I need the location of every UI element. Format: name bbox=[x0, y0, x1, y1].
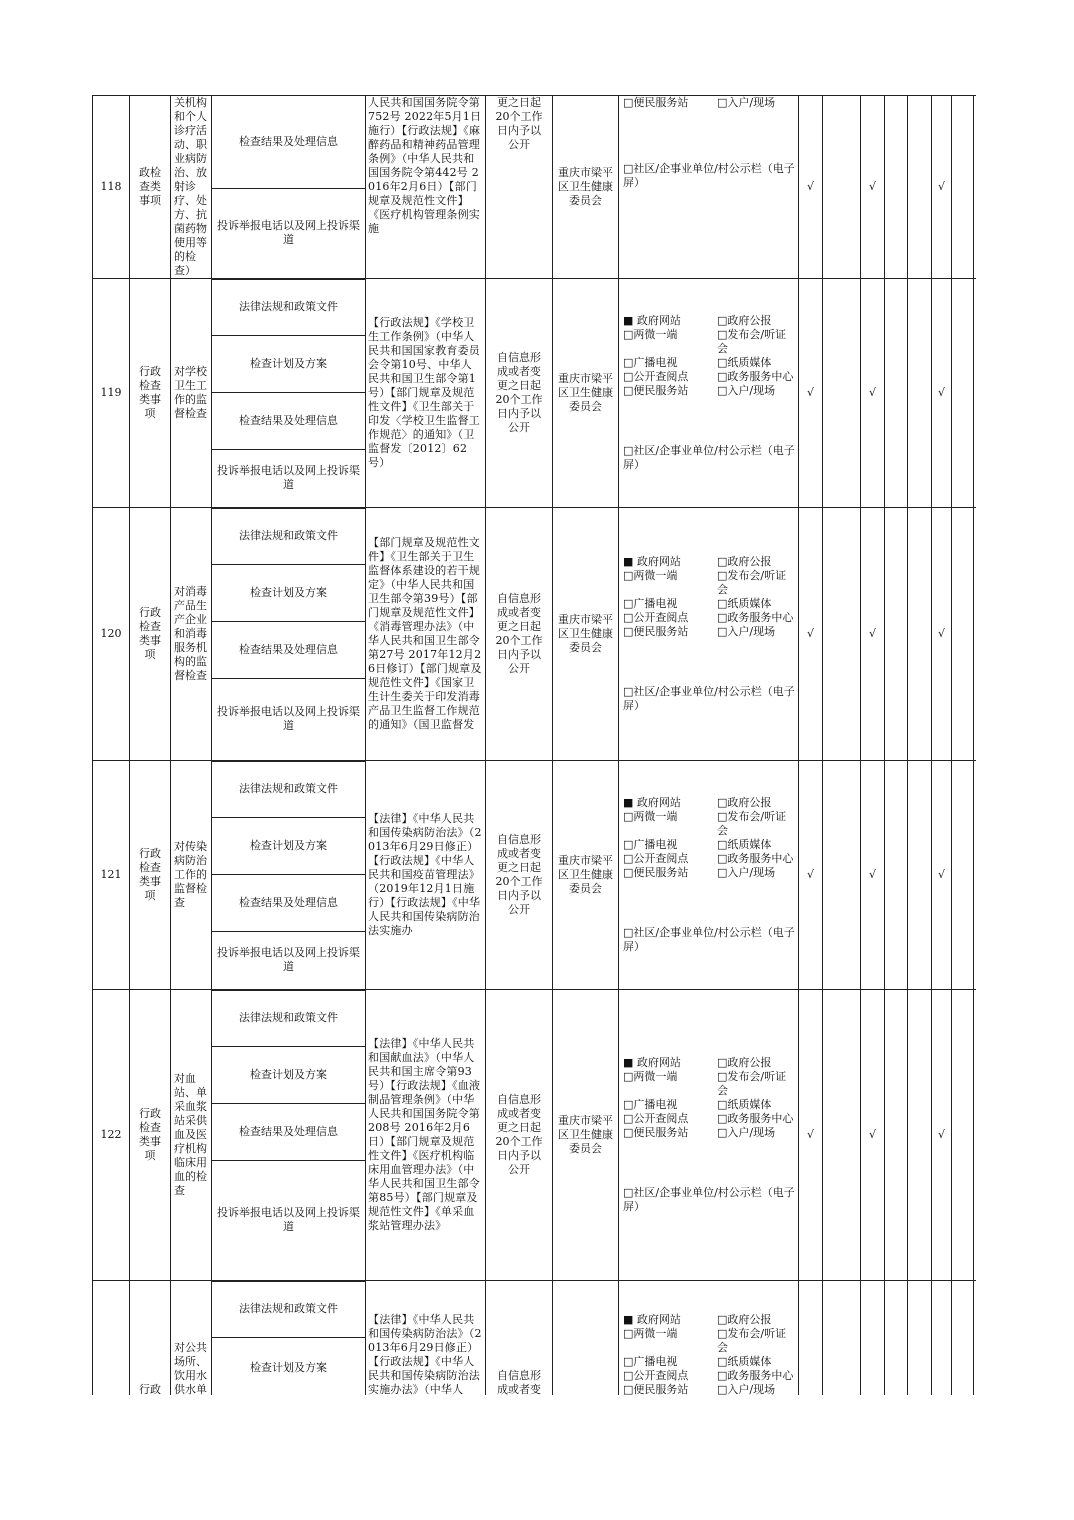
channel-option: □入户/现场 bbox=[717, 1126, 776, 1139]
object-cell: 对传染病防治工作的监督检查 bbox=[171, 761, 212, 990]
check-mark: √ bbox=[799, 96, 823, 279]
channel-option: □发布会/听证会 bbox=[717, 569, 787, 596]
channel-option: □纸质媒体 bbox=[717, 597, 772, 610]
check-mark: √ bbox=[861, 279, 885, 508]
basis-cell: 人民共和国国务院令第752号 2022年5月1日施行）【行政法规】《麻醉药品和精神药品管理条例》（中华人民共和国国务院令第442号 2016年2月6日）【部门规章及规范性文件】《医疗机构管理条例实施 bbox=[366, 96, 486, 279]
channel-option: □发布会/听证会 bbox=[717, 1327, 787, 1354]
object-cell: 对血站、单采血浆站采供血及医疗机构临床用血的检查 bbox=[171, 990, 212, 1281]
subject-cell: 重庆市梁平区卫生健康委员会 bbox=[553, 279, 619, 508]
time-limit-cell: 自信息形成或者变更之日起20个工作日内予以公开 bbox=[486, 508, 553, 761]
category-cell: 行政检查类事项 bbox=[130, 508, 171, 761]
channels-cell bbox=[619, 761, 799, 990]
channel-option: □政务服务中心 bbox=[717, 1112, 794, 1125]
row-number: 119 bbox=[93, 279, 130, 508]
time-limit-cell: 更之日起20个工作日内予以公开 bbox=[486, 96, 553, 279]
sub-item-cell: 法律法规和政策文件 bbox=[212, 508, 366, 565]
sub-item-cell: 检查结果及处理信息 bbox=[212, 393, 366, 450]
check-mark: √ bbox=[861, 990, 885, 1281]
sub-item-cell: 检查计划及方案 bbox=[212, 336, 366, 393]
channel-bulletin: □社区/企事业单位/村公示栏（电子屏） bbox=[623, 1186, 795, 1213]
channel-option: □纸质媒体 bbox=[717, 838, 772, 851]
category-cell: 行政 bbox=[130, 1281, 171, 1396]
channels-cell bbox=[619, 279, 799, 508]
channel-option: □广播电视 bbox=[623, 838, 678, 851]
channel-option: □广播电视 bbox=[623, 1098, 678, 1111]
channel-option: ■ 政府网站 bbox=[623, 555, 681, 568]
empty-cell bbox=[823, 279, 861, 508]
sub-item-cell: 检查计划及方案 bbox=[212, 818, 366, 875]
sub-item-cell: 法律法规和政策文件 bbox=[212, 990, 366, 1047]
channel-option: ■ 政府网站 bbox=[623, 796, 681, 809]
channel-option: □广播电视 bbox=[623, 597, 678, 610]
empty-cell bbox=[974, 990, 977, 1281]
check-mark: √ bbox=[799, 279, 823, 508]
check-mark: √ bbox=[932, 508, 952, 761]
empty-cell bbox=[885, 990, 908, 1281]
channel-option: □纸质媒体 bbox=[717, 1355, 772, 1368]
empty-cell bbox=[952, 761, 974, 990]
channel-option: □公开查阅点 bbox=[623, 1369, 689, 1382]
channel-option: □发布会/听证会 bbox=[717, 1070, 787, 1097]
time-limit-cell: 自信息形成或者变更之日起20个工作日内予以公开 bbox=[486, 990, 553, 1281]
channel-option: □政府公报 bbox=[717, 1313, 772, 1326]
channel-option: □便民服务站 bbox=[623, 1383, 689, 1395]
channel-option: □两微一端 bbox=[623, 810, 678, 823]
empty-cell bbox=[885, 96, 908, 279]
empty-cell bbox=[952, 990, 974, 1281]
channel-option: □政府公报 bbox=[717, 555, 772, 568]
empty-cell bbox=[823, 508, 861, 761]
sub-item-cell: 投诉举报电话以及网上投诉渠道 bbox=[212, 1161, 366, 1281]
channel-option: □政务服务中心 bbox=[717, 370, 794, 383]
time-limit-cell: 自信息形成或者变更之日起20个工作日内予以公开 bbox=[486, 761, 553, 990]
empty-cell bbox=[952, 508, 974, 761]
row-number: 118 bbox=[93, 96, 130, 279]
channel-option: □公开查阅点 bbox=[623, 852, 689, 865]
channel-option: ■ 政府网站 bbox=[623, 314, 681, 327]
empty-cell bbox=[932, 1281, 952, 1396]
channel-option: □两微一端 bbox=[623, 1070, 678, 1083]
empty-cell bbox=[908, 761, 932, 990]
empty-cell bbox=[952, 1281, 974, 1396]
channel-option: □纸质媒体 bbox=[717, 356, 772, 369]
basis-cell: 【法律】《中华人民共和国传染病防治法》（2013年6月29日修正）【行政法规】《中华人民共和国疫苗管理法》（2019年12月1日施行）【行政法规】《中华人民共和国传染病防治法实施办 bbox=[366, 761, 486, 990]
empty-cell bbox=[885, 761, 908, 990]
empty-cell bbox=[799, 1281, 823, 1396]
channel-option: □政务服务中心 bbox=[717, 1369, 794, 1382]
sub-item-cell: 检查结果及处理信息 bbox=[212, 622, 366, 679]
check-mark: √ bbox=[799, 508, 823, 761]
channel-option: □便民服务站 bbox=[623, 1126, 689, 1139]
sub-item-cell: 法律法规和政策文件 bbox=[212, 1281, 366, 1338]
check-mark: √ bbox=[861, 508, 885, 761]
check-mark: √ bbox=[932, 761, 952, 990]
basis-cell: 【法律】《中华人民共和国献血法》（中华人民共和国主席令第93号）【行政法规】《血液制品管理条例》（中华人民共和国国务院令第208号 2016年2月6日）【部门规章及规范性文件】《医疗机构临床用血管理办法》（中华人民共和国卫生部令第85号）【部门规章及规范性文件】《单采血浆站管理办法》 bbox=[366, 990, 486, 1281]
empty-cell bbox=[952, 96, 974, 279]
empty-cell bbox=[974, 508, 977, 761]
subject-cell bbox=[553, 1281, 619, 1396]
check-mark: √ bbox=[861, 761, 885, 990]
channel-bulletin: □社区/企事业单位/村公示栏（电子屏） bbox=[623, 162, 795, 189]
channel-option: □便民服务站 bbox=[623, 384, 689, 397]
row-number: 120 bbox=[93, 508, 130, 761]
channel-option: □广播电视 bbox=[623, 1355, 678, 1368]
row-number: 122 bbox=[93, 990, 130, 1281]
object-cell: 关机构和个人诊疗活动、职业病防治、放射诊疗、处方、抗菌药物使用等的检查） bbox=[171, 96, 212, 279]
check-mark: √ bbox=[799, 761, 823, 990]
channel-option: ■ 政府网站 bbox=[623, 1313, 681, 1326]
channel-option: □入户/现场 bbox=[717, 1383, 776, 1395]
empty-cell bbox=[885, 279, 908, 508]
channel-option: □政务服务中心 bbox=[717, 611, 794, 624]
empty-cell bbox=[885, 1281, 908, 1396]
empty-cell bbox=[823, 761, 861, 990]
empty-cell bbox=[908, 96, 932, 279]
channel-option: □公开查阅点 bbox=[623, 370, 689, 383]
channel-option: ■ 政府网站 bbox=[623, 1056, 681, 1069]
empty-cell bbox=[974, 1281, 977, 1396]
channel-option: □政府公报 bbox=[717, 1056, 772, 1069]
sub-item-cell: 检查结果及处理信息 bbox=[212, 875, 366, 932]
check-mark: √ bbox=[932, 279, 952, 508]
channels-cell bbox=[619, 1281, 799, 1396]
subject-cell: 重庆市梁平区卫生健康委员会 bbox=[553, 508, 619, 761]
empty-cell bbox=[952, 279, 974, 508]
empty-cell bbox=[974, 761, 977, 990]
empty-cell bbox=[823, 1281, 861, 1396]
basis-cell: 【法律】《中华人民共和国传染病防治法》（2013年6月29日修正）【行政法规】《中华人民共和国传染病防治法实施办法》（中华人 bbox=[366, 1281, 486, 1396]
channel-option: □公开查阅点 bbox=[623, 611, 689, 624]
empty-cell bbox=[823, 96, 861, 279]
channel-bulletin: □社区/企事业单位/村公示栏（电子屏） bbox=[623, 444, 795, 471]
inspection-disclosure-table bbox=[92, 95, 976, 1395]
row-number: 121 bbox=[93, 761, 130, 990]
time-limit-cell: 自信息形成或者变更之日起20个工作日内予以公开 bbox=[486, 279, 553, 508]
empty-cell bbox=[908, 990, 932, 1281]
check-mark: √ bbox=[799, 990, 823, 1281]
sub-item-cell: 检查计划及方案 bbox=[212, 1338, 366, 1396]
channel-bulletin: □社区/企事业单位/村公示栏（电子屏） bbox=[623, 685, 795, 712]
check-mark: √ bbox=[861, 96, 885, 279]
sub-item-cell: 投诉举报电话以及网上投诉渠道 bbox=[212, 932, 366, 990]
object-cell: 对公共场所、饮用水供水单 bbox=[171, 1281, 212, 1396]
sub-item-cell: 检查结果及处理信息 bbox=[212, 96, 366, 189]
inspection-table-sheet bbox=[92, 95, 976, 1395]
channels-cell bbox=[619, 990, 799, 1281]
category-cell: 行政检查类事项 bbox=[130, 279, 171, 508]
category-cell: 行政检查类事项 bbox=[130, 990, 171, 1281]
empty-cell bbox=[974, 96, 977, 279]
channel-option: □公开查阅点 bbox=[623, 1112, 689, 1125]
channel-option: □政府公报 bbox=[717, 314, 772, 327]
check-mark: √ bbox=[932, 96, 952, 279]
sub-item-cell: 投诉举报电话以及网上投诉渠道 bbox=[212, 679, 366, 761]
basis-cell: 【部门规章及规范性文件】《卫生部关于卫生监督体系建设的若干规定》（中华人民共和国卫生部令第39号）【部门规章及规范性文件】《消毒管理办法》（中华人民共和国卫生部令第27号 2017年12月26日修订）【部门规章及规范性文件】《国家卫生计生委关于印发消毒产品卫生监督工作规范的通知》（国卫监督发 bbox=[366, 508, 486, 761]
channel-option: □入户/现场 bbox=[717, 625, 776, 638]
sub-item-cell: 检查计划及方案 bbox=[212, 1047, 366, 1104]
channel-option: □入户/现场 bbox=[717, 866, 776, 879]
category-cell: 行政检查类事项 bbox=[130, 761, 171, 990]
empty-cell bbox=[974, 279, 977, 508]
channel-option: □便民服务站 bbox=[623, 866, 689, 879]
subject-cell: 重庆市梁平区卫生健康委员会 bbox=[553, 96, 619, 279]
category-cell: 政检查类事项 bbox=[130, 96, 171, 279]
channel-option: □政务服务中心 bbox=[717, 852, 794, 865]
channel-option: □纸质媒体 bbox=[717, 1098, 772, 1111]
channel-bulletin: □社区/企事业单位/村公示栏（电子屏） bbox=[623, 926, 795, 953]
sub-item-cell: 法律法规和政策文件 bbox=[212, 761, 366, 818]
channel-option: □两微一端 bbox=[623, 569, 678, 582]
empty-cell bbox=[823, 990, 861, 1281]
channel-option: □发布会/听证会 bbox=[717, 328, 787, 355]
sub-item-cell: 检查计划及方案 bbox=[212, 565, 366, 622]
sub-item-cell: 投诉举报电话以及网上投诉渠道 bbox=[212, 450, 366, 508]
channels-cell bbox=[619, 508, 799, 761]
channel-option: □便民服务站 bbox=[623, 625, 689, 638]
channel-option: □便民服务站 bbox=[623, 96, 689, 109]
channel-option: □政府公报 bbox=[717, 796, 772, 809]
empty-cell bbox=[861, 1281, 885, 1396]
channel-option: □入户/现场 bbox=[717, 384, 776, 397]
row-number bbox=[93, 1281, 130, 1396]
check-mark: √ bbox=[932, 990, 952, 1281]
channel-option: □两微一端 bbox=[623, 328, 678, 341]
channel-option: □两微一端 bbox=[623, 1327, 678, 1340]
channels-cell bbox=[619, 96, 799, 279]
sub-item-cell: 检查结果及处理信息 bbox=[212, 1104, 366, 1161]
empty-cell bbox=[908, 1281, 932, 1396]
sub-item-cell: 法律法规和政策文件 bbox=[212, 279, 366, 336]
subject-cell: 重庆市梁平区卫生健康委员会 bbox=[553, 761, 619, 990]
object-cell: 对学校卫生工作的监督检查 bbox=[171, 279, 212, 508]
channel-option: □广播电视 bbox=[623, 356, 678, 369]
object-cell: 对消毒产品生产企业和消毒服务机构的监督检查 bbox=[171, 508, 212, 761]
subject-cell: 重庆市梁平区卫生健康委员会 bbox=[553, 990, 619, 1281]
empty-cell bbox=[908, 279, 932, 508]
channel-option: □发布会/听证会 bbox=[717, 810, 787, 837]
time-limit-cell: 自信息形成或者变 bbox=[486, 1281, 553, 1396]
channel-option: □入户/现场 bbox=[717, 96, 776, 109]
empty-cell bbox=[908, 508, 932, 761]
sub-item-cell: 投诉举报电话以及网上投诉渠道 bbox=[212, 188, 366, 278]
empty-cell bbox=[885, 508, 908, 761]
basis-cell: 【行政法规】《学校卫生工作条例》（中华人民共和国国家教育委员会令第10号、中华人民共和国卫生部令第1号）【部门规章及规范性文件】《卫生部关于印发〈学校卫生监督工作规范〉的通知》（卫监督发〔2012〕62号） bbox=[366, 279, 486, 508]
